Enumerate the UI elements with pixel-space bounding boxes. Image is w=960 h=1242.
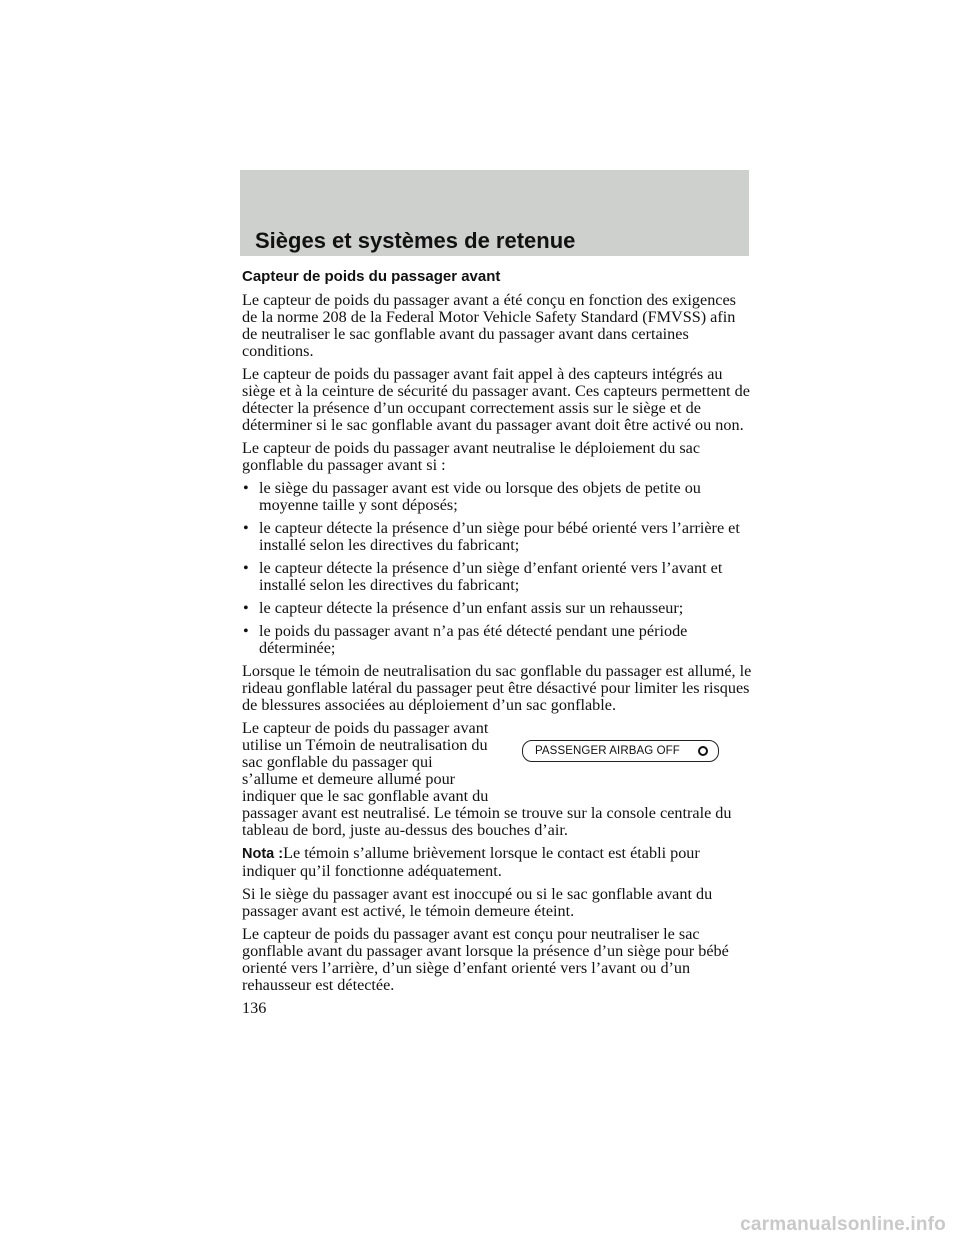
paragraph-curtain: Lorsque le témoin de neutralisation du sac gonflable du passager est allumé, le rideau gonflable latéral du passager peut être désactivé pour limiter les risques de blessures associées au déploiement d’un sac gonflable.	[242, 662, 752, 714]
paragraph-lamp: Le capteur de poids du passager avant utilise un Témoin de neutralisation du sac gonflable du passager qui s’allume et demeure allumé pour indiquer que le sac gonflable avant du passager avant est neutralisé. Le témoin se trouve sur la console centrale du tableau de bord, juste au-dessus des bouches d’air.	[242, 719, 732, 839]
bullet-icon: •	[243, 479, 249, 497]
bullet-icon: •	[243, 519, 249, 537]
list-item-text: le poids du passager avant n’a pas été détecté pendant une période déterminée;	[259, 622, 688, 657]
bullet-icon: •	[243, 622, 249, 640]
lamp-paragraph-block	[242, 720, 752, 839]
section-title: Capteur de poids du passager avant	[242, 268, 501, 285]
list-item-text: le capteur détecte la présence d’un siège d’enfant orienté vers l’avant et installé selon les directives du fabricant;	[259, 559, 723, 594]
list-item	[242, 623, 752, 657]
list-item	[242, 520, 752, 554]
paragraph-nota	[242, 845, 752, 880]
nota-text: Le témoin s’allume brièvement lorsque le contact est établi pour indiquer qu’il fonctionne adéquatement.	[242, 844, 700, 880]
passenger-airbag-off-lamp	[522, 740, 719, 762]
watermark: carmanualsonline.info	[740, 1214, 946, 1235]
conditions-list	[242, 480, 752, 657]
bullet-icon: •	[243, 559, 249, 577]
lamp-figure	[497, 720, 752, 792]
page-number: 136	[242, 999, 267, 1017]
indicator-light-icon	[698, 746, 708, 756]
bullet-icon: •	[243, 599, 249, 617]
nota-label: Nota :	[242, 846, 284, 862]
list-item	[242, 480, 752, 514]
paragraph-intro: Le capteur de poids du passager avant a été conçu en fonction des exigences de la norme 208 de la Federal Motor Vehicle Safety Standard (FMVSS) afin de neutraliser le sac gonflable avant du passager avant dans certaines conditions.	[242, 291, 736, 360]
paragraph-conditions-intro: Le capteur de poids du passager avant neutralise le déploiement du sac gonflable du passager avant si :	[242, 439, 701, 474]
paragraph-inactive: Si le siège du passager avant est inoccupé ou si le sac gonflable avant du passager avant est activé, le témoin demeure éteint.	[242, 885, 713, 920]
paragraph-detection: Le capteur de poids du passager avant est conçu pour neutraliser le sac gonflable avant du passager avant lorsque la présence d’un siège pour bébé orienté vers l’arrière, d’un siège d’enfant orienté vers l’avant ou d’un rehausseur est détectée.	[242, 925, 729, 994]
list-item	[242, 600, 752, 617]
list-item-text: le capteur détecte la présence d’un siège pour bébé orienté vers l’arrière et installé selon les directives du fabricant;	[259, 519, 740, 554]
lamp-label: PASSENGER AIRBAG OFF	[535, 745, 680, 757]
page-title: Sièges et systèmes de retenue	[255, 228, 576, 253]
page-content	[242, 268, 752, 1017]
list-item-text: le capteur détecte la présence d’un enfant assis sur un rehausseur;	[259, 599, 684, 617]
list-item	[242, 560, 752, 594]
list-item-text: le siège du passager avant est vide ou lorsque des objets de petite ou moyenne taille y sont déposés;	[259, 479, 701, 514]
paragraph-sensors: Le capteur de poids du passager avant fait appel à des capteurs intégrés au siège et à la ceinture de sécurité du passager avant. Ces capteurs permettent de détecter la présence d’un occupant correctement assis sur le siège et de déterminer si le sac gonflable avant du passager avant doit être activé ou non.	[242, 365, 750, 434]
